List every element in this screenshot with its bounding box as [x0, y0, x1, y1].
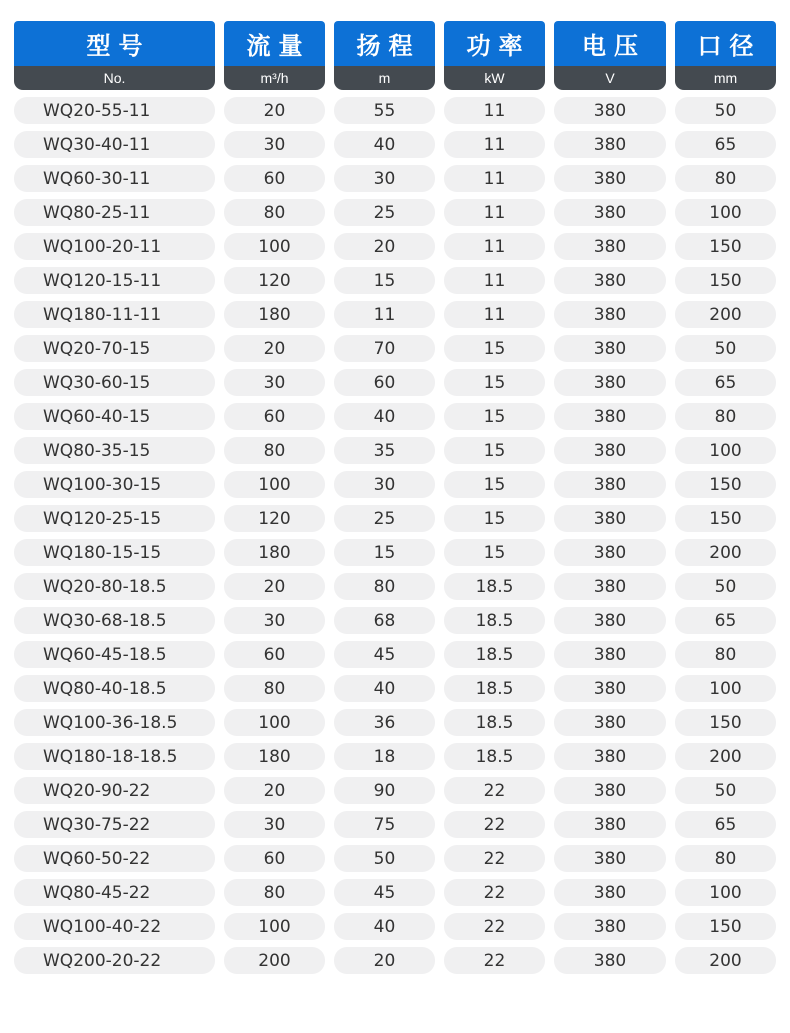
- pump-spec-table: [14, 21, 775, 974]
- table-cell-model: WQ60-40-15: [14, 403, 215, 430]
- table-cell-voltage: 380: [554, 947, 666, 974]
- table-cell-diameter: 200: [675, 301, 776, 328]
- table-cell-diameter: 200: [675, 743, 776, 770]
- table-cell-power: 15: [444, 403, 545, 430]
- table-cell-head: 75: [334, 811, 435, 838]
- table-cell-diameter: 50: [675, 97, 776, 124]
- table-cell-model: WQ180-15-15: [14, 539, 215, 566]
- table-cell-power: 18.5: [444, 573, 545, 600]
- table-cell-power: 15: [444, 505, 545, 532]
- table-cell-voltage: 380: [554, 267, 666, 294]
- table-cell-power: 22: [444, 811, 545, 838]
- table-cell-flow: 180: [224, 301, 325, 328]
- table-cell-power: 22: [444, 777, 545, 804]
- table-cell-model: WQ120-15-11: [14, 267, 215, 294]
- table-cell-voltage: 380: [554, 165, 666, 192]
- column-unit-voltage: V: [554, 66, 666, 90]
- column-unit-model: No.: [14, 66, 215, 90]
- column-title-head: 扬程: [334, 21, 435, 66]
- table-cell-voltage: 380: [554, 675, 666, 702]
- column-header-model: [14, 21, 215, 90]
- table-cell-flow: 60: [224, 165, 325, 192]
- table-cell-flow: 100: [224, 709, 325, 736]
- column-unit-diameter: mm: [675, 66, 776, 90]
- table-cell-head: 40: [334, 913, 435, 940]
- table-cell-power: 11: [444, 267, 545, 294]
- table-cell-model: WQ20-90-22: [14, 777, 215, 804]
- table-cell-voltage: 380: [554, 539, 666, 566]
- table-cell-head: 60: [334, 369, 435, 396]
- table-cell-power: 18.5: [444, 743, 545, 770]
- table-cell-voltage: 380: [554, 913, 666, 940]
- table-cell-flow: 30: [224, 607, 325, 634]
- table-cell-model: WQ80-25-11: [14, 199, 215, 226]
- column-unit-power: kW: [444, 66, 545, 90]
- table-cell-head: 20: [334, 947, 435, 974]
- table-cell-power: 18.5: [444, 709, 545, 736]
- table-cell-diameter: 100: [675, 675, 776, 702]
- table-cell-diameter: 200: [675, 947, 776, 974]
- table-cell-voltage: 380: [554, 743, 666, 770]
- table-cell-diameter: 65: [675, 131, 776, 158]
- table-cell-voltage: 380: [554, 403, 666, 430]
- table-cell-diameter: 150: [675, 267, 776, 294]
- table-cell-diameter: 80: [675, 165, 776, 192]
- table-cell-power: 18.5: [444, 607, 545, 634]
- table-cell-flow: 20: [224, 97, 325, 124]
- table-cell-voltage: 380: [554, 607, 666, 634]
- column-header-voltage: [554, 21, 666, 90]
- table-cell-model: WQ60-30-11: [14, 165, 215, 192]
- table-cell-flow: 100: [224, 233, 325, 260]
- table-cell-flow: 30: [224, 369, 325, 396]
- table-cell-model: WQ30-68-18.5: [14, 607, 215, 634]
- table-cell-head: 11: [334, 301, 435, 328]
- table-cell-head: 90: [334, 777, 435, 804]
- table-cell-flow: 80: [224, 879, 325, 906]
- table-cell-power: 15: [444, 471, 545, 498]
- table-cell-head: 18: [334, 743, 435, 770]
- table-cell-diameter: 65: [675, 811, 776, 838]
- table-cell-head: 30: [334, 471, 435, 498]
- table-cell-head: 15: [334, 539, 435, 566]
- table-cell-power: 11: [444, 233, 545, 260]
- table-cell-model: WQ30-60-15: [14, 369, 215, 396]
- column-title-flow: 流量: [224, 21, 325, 66]
- table-cell-diameter: 80: [675, 403, 776, 430]
- table-cell-model: WQ80-45-22: [14, 879, 215, 906]
- table-cell-flow: 120: [224, 267, 325, 294]
- table-cell-power: 11: [444, 199, 545, 226]
- table-cell-head: 50: [334, 845, 435, 872]
- table-cell-flow: 80: [224, 199, 325, 226]
- table-cell-voltage: 380: [554, 471, 666, 498]
- table-cell-diameter: 150: [675, 471, 776, 498]
- table-cell-diameter: 50: [675, 335, 776, 362]
- table-cell-voltage: 380: [554, 233, 666, 260]
- table-cell-flow: 80: [224, 675, 325, 702]
- column-title-model: 型号: [14, 21, 215, 66]
- table-cell-model: WQ20-55-11: [14, 97, 215, 124]
- table-cell-model: WQ200-20-22: [14, 947, 215, 974]
- table-cell-voltage: 380: [554, 709, 666, 736]
- table-cell-voltage: 380: [554, 199, 666, 226]
- table-cell-power: 22: [444, 947, 545, 974]
- table-cell-diameter: 150: [675, 505, 776, 532]
- table-cell-diameter: 80: [675, 641, 776, 668]
- table-cell-voltage: 380: [554, 777, 666, 804]
- table-cell-voltage: 380: [554, 879, 666, 906]
- table-cell-voltage: 380: [554, 505, 666, 532]
- column-header-diameter: [675, 21, 776, 90]
- table-cell-flow: 60: [224, 403, 325, 430]
- table-cell-head: 15: [334, 267, 435, 294]
- table-cell-diameter: 150: [675, 913, 776, 940]
- table-cell-flow: 30: [224, 131, 325, 158]
- table-cell-voltage: 380: [554, 437, 666, 464]
- table-cell-head: 36: [334, 709, 435, 736]
- table-cell-head: 70: [334, 335, 435, 362]
- table-cell-diameter: 200: [675, 539, 776, 566]
- table-cell-power: 18.5: [444, 641, 545, 668]
- table-cell-model: WQ80-40-18.5: [14, 675, 215, 702]
- table-cell-voltage: 380: [554, 641, 666, 668]
- table-cell-flow: 180: [224, 743, 325, 770]
- table-cell-flow: 20: [224, 335, 325, 362]
- table-cell-voltage: 380: [554, 335, 666, 362]
- table-cell-model: WQ120-25-15: [14, 505, 215, 532]
- table-cell-voltage: 380: [554, 369, 666, 396]
- table-cell-model: WQ100-36-18.5: [14, 709, 215, 736]
- table-cell-head: 40: [334, 403, 435, 430]
- table-cell-power: 11: [444, 301, 545, 328]
- column-unit-flow: m³/h: [224, 66, 325, 90]
- table-cell-model: WQ180-18-18.5: [14, 743, 215, 770]
- table-cell-head: 40: [334, 675, 435, 702]
- table-cell-flow: 20: [224, 573, 325, 600]
- table-cell-voltage: 380: [554, 573, 666, 600]
- table-cell-model: WQ30-75-22: [14, 811, 215, 838]
- table-cell-diameter: 100: [675, 199, 776, 226]
- column-header-head: [334, 21, 435, 90]
- table-cell-power: 11: [444, 131, 545, 158]
- table-cell-power: 15: [444, 437, 545, 464]
- table-cell-flow: 60: [224, 641, 325, 668]
- table-cell-flow: 120: [224, 505, 325, 532]
- table-cell-model: WQ100-30-15: [14, 471, 215, 498]
- table-cell-model: WQ80-35-15: [14, 437, 215, 464]
- table-cell-model: WQ100-20-11: [14, 233, 215, 260]
- table-cell-head: 45: [334, 879, 435, 906]
- table-cell-head: 20: [334, 233, 435, 260]
- table-cell-diameter: 100: [675, 437, 776, 464]
- table-cell-diameter: 150: [675, 709, 776, 736]
- table-cell-head: 40: [334, 131, 435, 158]
- table-cell-flow: 200: [224, 947, 325, 974]
- column-title-voltage: 电压: [554, 21, 666, 66]
- table-cell-power: 15: [444, 539, 545, 566]
- table-cell-model: WQ180-11-11: [14, 301, 215, 328]
- table-cell-model: WQ30-40-11: [14, 131, 215, 158]
- table-cell-power: 22: [444, 845, 545, 872]
- table-cell-voltage: 380: [554, 301, 666, 328]
- table-cell-flow: 100: [224, 471, 325, 498]
- table-cell-diameter: 50: [675, 777, 776, 804]
- table-cell-model: WQ20-70-15: [14, 335, 215, 362]
- table-cell-diameter: 80: [675, 845, 776, 872]
- table-cell-power: 15: [444, 369, 545, 396]
- column-header-flow: [224, 21, 325, 90]
- table-cell-flow: 100: [224, 913, 325, 940]
- table-cell-head: 68: [334, 607, 435, 634]
- table-cell-power: 11: [444, 97, 545, 124]
- table-cell-voltage: 380: [554, 131, 666, 158]
- table-cell-model: WQ60-45-18.5: [14, 641, 215, 668]
- table-cell-head: 25: [334, 505, 435, 532]
- table-cell-flow: 30: [224, 811, 325, 838]
- table-cell-power: 18.5: [444, 675, 545, 702]
- table-cell-diameter: 65: [675, 369, 776, 396]
- table-cell-diameter: 65: [675, 607, 776, 634]
- table-cell-power: 22: [444, 879, 545, 906]
- table-cell-power: 22: [444, 913, 545, 940]
- table-cell-head: 80: [334, 573, 435, 600]
- table-cell-diameter: 100: [675, 879, 776, 906]
- table-cell-head: 55: [334, 97, 435, 124]
- column-title-diameter: 口径: [675, 21, 776, 66]
- table-cell-head: 35: [334, 437, 435, 464]
- table-cell-model: WQ100-40-22: [14, 913, 215, 940]
- table-cell-head: 30: [334, 165, 435, 192]
- table-cell-power: 15: [444, 335, 545, 362]
- table-cell-flow: 60: [224, 845, 325, 872]
- table-cell-voltage: 380: [554, 97, 666, 124]
- table-cell-model: WQ60-50-22: [14, 845, 215, 872]
- table-cell-flow: 80: [224, 437, 325, 464]
- table-cell-voltage: 380: [554, 845, 666, 872]
- table-cell-model: WQ20-80-18.5: [14, 573, 215, 600]
- column-unit-head: m: [334, 66, 435, 90]
- table-cell-power: 11: [444, 165, 545, 192]
- table-cell-flow: 20: [224, 777, 325, 804]
- table-cell-flow: 180: [224, 539, 325, 566]
- column-title-power: 功率: [444, 21, 545, 66]
- column-header-power: [444, 21, 545, 90]
- table-cell-diameter: 50: [675, 573, 776, 600]
- table-cell-voltage: 380: [554, 811, 666, 838]
- table-cell-diameter: 150: [675, 233, 776, 260]
- table-cell-head: 45: [334, 641, 435, 668]
- table-cell-head: 25: [334, 199, 435, 226]
